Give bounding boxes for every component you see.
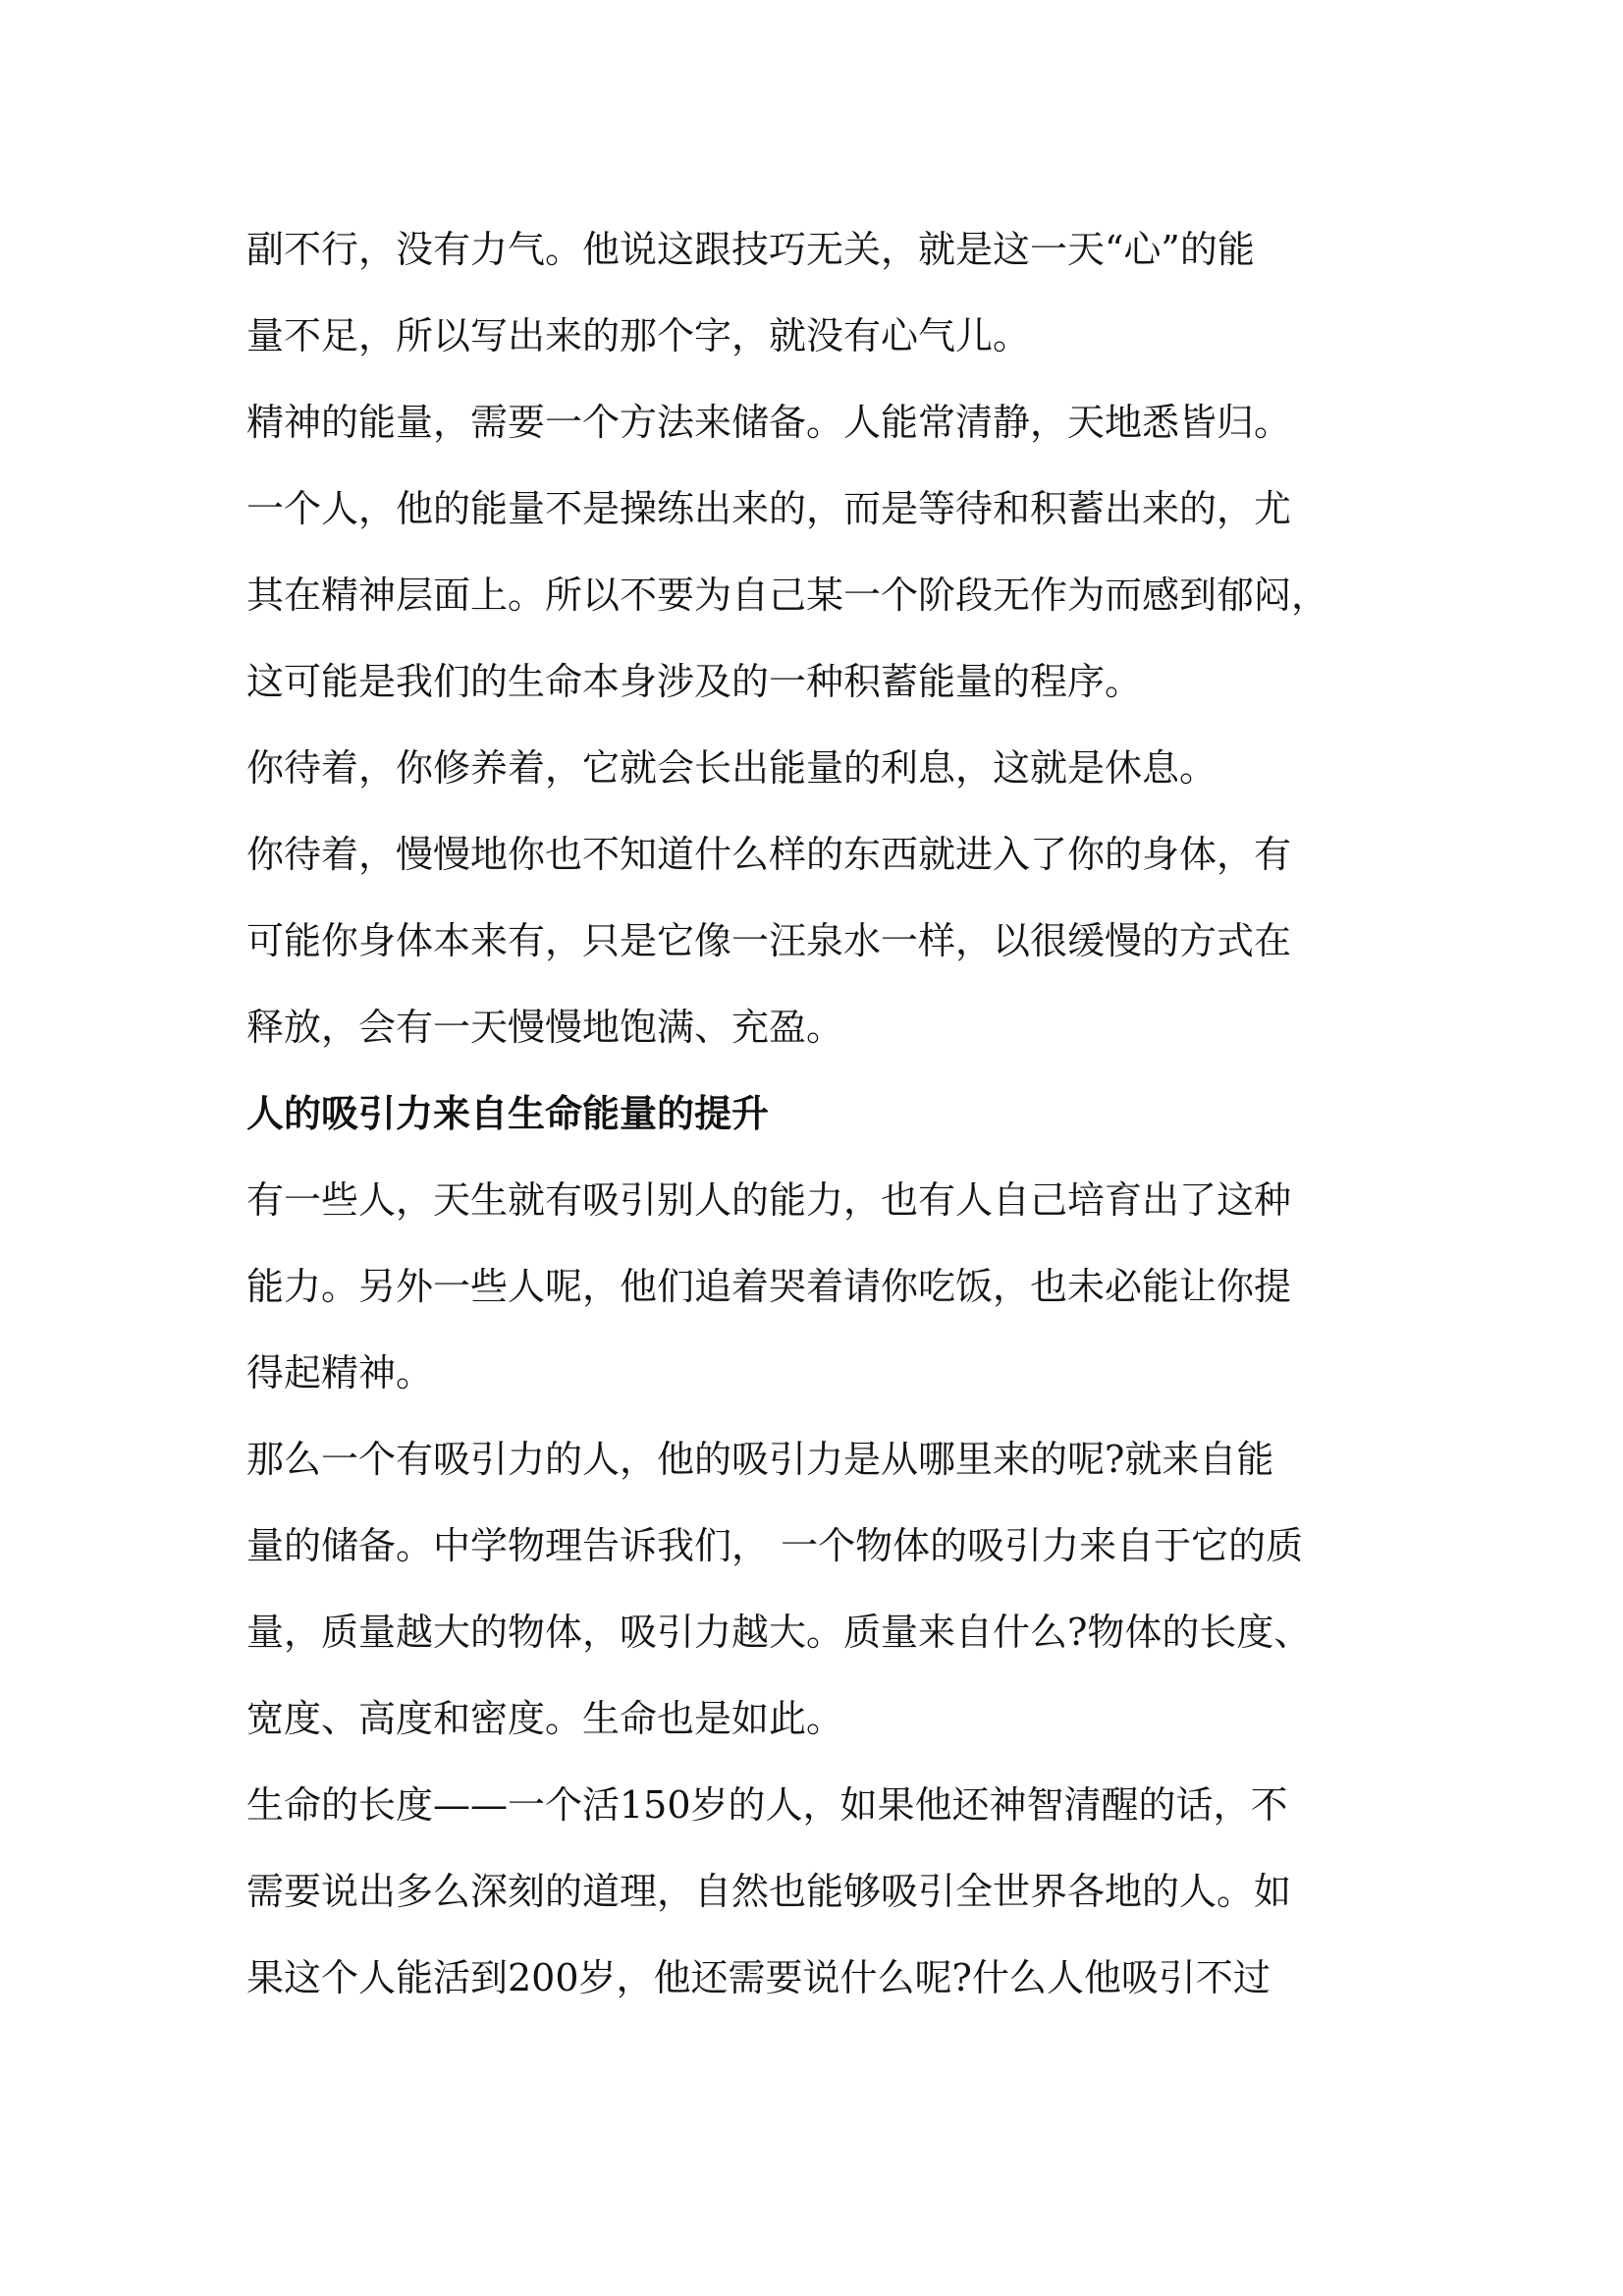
text-line: 你待着，慢慢地你也不知道什么样的东西就进入了你的身体，有	[246, 833, 1292, 876]
text-line: 量，质量越大的物体，吸引力越大。质量来自什么?物体的长度、	[246, 1611, 1312, 1654]
document-body	[246, 206, 1385, 2021]
text-line: 能力。另外一些人呢，他们追着哭着请你吃饭，也未必能让你提	[246, 1265, 1292, 1308]
text-line: 副不行，没有力气。他说这跟技巧无关，就是这一天“心”的能	[246, 228, 1255, 271]
text-line: 果这个人能活到200岁，他还需要说什么呢?什么人他吸引不过	[246, 1956, 1271, 1999]
text-line: 宽度、高度和密度。生命也是如此。	[246, 1697, 844, 1740]
text-line: 可能你身体本来有，只是它像一汪泉水一样，以很缓慢的方式在	[246, 919, 1292, 962]
text-line: 一个人，他的能量不是操练出来的，而是等待和积蓄出来的，尤	[246, 487, 1292, 530]
text-line: 释放，会有一天慢慢地饱满、充盈。	[246, 1006, 844, 1049]
text-line: 量不足，所以写出来的那个字，就没有心气儿。	[246, 314, 1031, 357]
text-line: 量的储备。中学物理告诉我们， 一个物体的吸引力来自于它的质	[246, 1524, 1304, 1567]
text-line: 你待着，你修养着，它就会长出能量的利息，这就是休息。	[246, 746, 1217, 790]
text-line: 需要说出多么深刻的道理，自然也能够吸引全世界各地的人。如	[246, 1870, 1292, 1913]
text-line: 得起精神。	[246, 1351, 434, 1394]
section-heading: 人的吸引力来自生命能量的提升	[246, 1092, 770, 1135]
text-line: 生命的长度——一个活150岁的人，如果他还神智清醒的话，不	[246, 1783, 1288, 1827]
text-line: 有一些人，天生就有吸引别人的能力，也有人自己培育出了这种	[246, 1178, 1292, 1222]
text-line: 精神的能量，需要一个方法来储备。人能常清静，天地悉皆归。	[246, 401, 1292, 444]
text-line: 这可能是我们的生命本身涉及的一种积蓄能量的程序。	[246, 660, 1143, 703]
text-line: 其在精神层面上。所以不要为自己某一个阶段无作为而感到郁闷，	[246, 574, 1329, 617]
text-line: 那么一个有吸引力的人，他的吸引力是从哪里来的呢?就来自能	[246, 1438, 1274, 1481]
